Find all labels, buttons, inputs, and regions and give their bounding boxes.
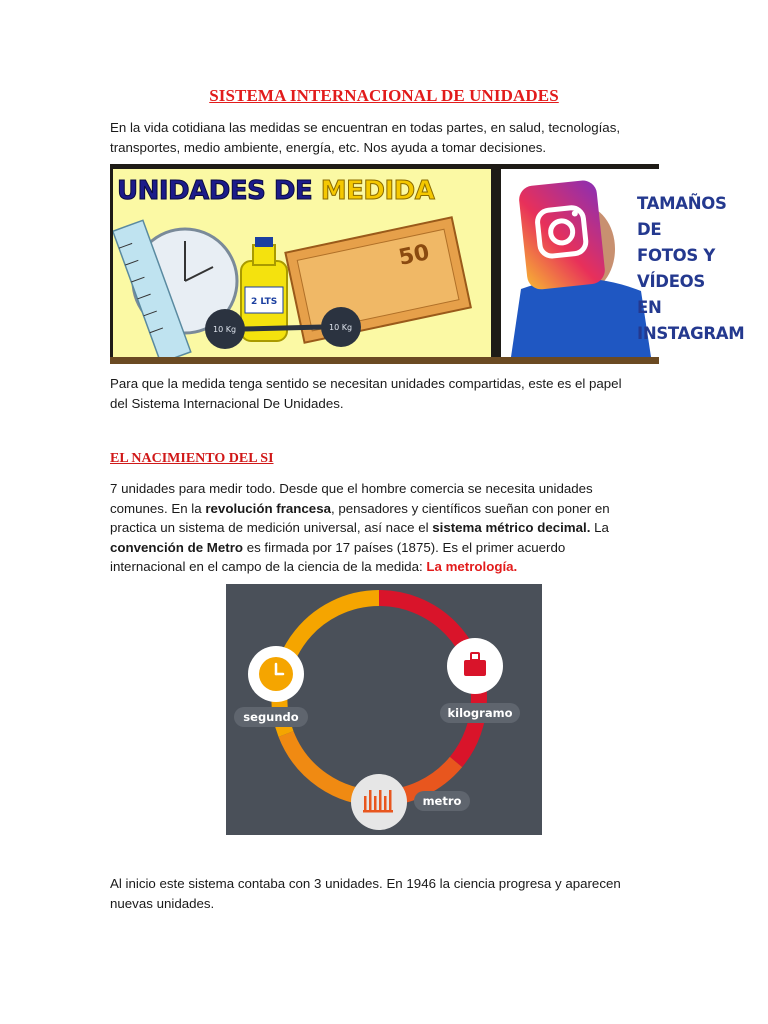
units-of-measure-illustration: [113, 169, 491, 357]
bold-run: convención de Metro: [110, 539, 243, 555]
banner-title-part2: MEDIDA: [320, 176, 435, 206]
second-label: segundo: [243, 710, 299, 724]
ring-diagram-svg: [226, 584, 542, 835]
instagram-logo-icon: [518, 179, 606, 291]
third-paragraph: [110, 479, 660, 577]
page-title: SISTEMA INTERNACIONAL DE UNIDADES: [209, 86, 559, 105]
weight-left-icon: [205, 309, 245, 349]
instagram-caption-line-2: FOTOS Y VÍDEOS: [637, 246, 716, 291]
bottle-icon: [241, 237, 287, 341]
second-paragraph: [110, 374, 660, 413]
bold-run: revolución francesa: [205, 500, 331, 516]
instagram-caption-line-1: TAMAÑOS DE: [637, 194, 727, 239]
text-run: , pensadores y científicos sueñan con poner en: [331, 500, 610, 516]
measure-objects-drawing: [113, 169, 491, 357]
intro-paragraph: [110, 118, 660, 157]
instagram-caption: [637, 191, 755, 347]
svg-text:50: 50: [396, 240, 432, 271]
text-run: es firmada por 17 países (1875). Es el primer acuerdo: [243, 539, 566, 555]
person-shirt: [511, 278, 651, 357]
fourth-paragraph: [110, 874, 660, 913]
metrology-highlight: La metrología.: [426, 559, 518, 574]
text-run: practica un sistema de medición universal, así nace el: [110, 520, 433, 535]
third-line-4: [110, 538, 660, 558]
second-line-1: Para que la medida tenga sentido se necesitan unidades compartidas, este es el papel: [110, 376, 622, 391]
third-line-2: [110, 499, 660, 519]
svg-text:10 Kg: 10 Kg: [213, 325, 237, 334]
second-line-2: del Sistema Internacional De Unidades.: [110, 395, 344, 411]
instagram-caption-line-3: EN INSTAGRAM: [637, 298, 745, 343]
section-heading: EL NACIMIENTO DEL SI: [110, 451, 274, 466]
kilogram-label: kilogramo: [447, 706, 513, 720]
fourth-line-2: nuevas unidades.: [110, 895, 215, 911]
banner-bottom-strip: [110, 357, 659, 364]
svg-text:10 Kg: 10 Kg: [329, 323, 353, 332]
instagram-illustration: [501, 169, 756, 357]
banknote-icon: [285, 217, 470, 342]
bold-run: sistema métrico decimal.: [432, 520, 591, 535]
banner-title-part1: UNIDADES DE: [117, 176, 313, 206]
intro-line-2: transportes, medio ambiente, energía, etc. Nos ayuda a tomar decisiones.: [110, 139, 547, 155]
third-line-5: [110, 557, 660, 577]
text-run: internacional en el campo de la ciencia de la medida:: [110, 559, 427, 574]
svg-text:2 LTS: 2 LTS: [251, 297, 278, 307]
metre-label: metro: [422, 794, 462, 808]
weight-right-icon: [321, 307, 361, 347]
third-line-1: 7 unidades para medir todo. Desde que el hombre comercia se necesita unidades: [110, 481, 593, 496]
si-units-ring-diagram: [226, 584, 542, 835]
text-run: comunes. En la: [110, 500, 206, 516]
text-run: La: [590, 520, 609, 535]
units-banner-image: [110, 164, 745, 364]
intro-line-1: En la vida cotidiana las medidas se encuentran en todas partes, en salud, tecnologías,: [110, 120, 621, 135]
fourth-line-1: Al inicio este sistema contaba con 3 unidades. En 1946 la ciencia progresa y aparecen: [110, 876, 621, 891]
third-line-3: [110, 518, 660, 538]
